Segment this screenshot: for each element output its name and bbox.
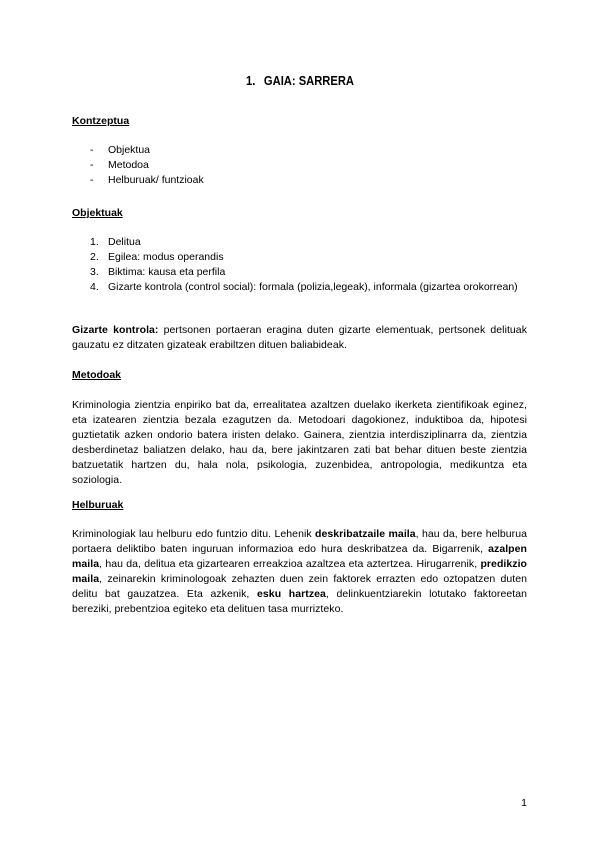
list-item — [72, 173, 527, 188]
list-item — [72, 250, 527, 265]
helburuak-bold-2: azalpen maila — [72, 543, 527, 570]
page-title — [42, 73, 558, 88]
helburuak-text-2: , hau da, bere helburua portaera deliktibo baten inguruan informazioa edo hura deskribatzea da. Bigarrenik, — [72, 528, 527, 555]
title-number: 1. — [245, 73, 256, 88]
list-item — [72, 235, 527, 250]
list-item — [72, 280, 527, 295]
heading-kontzeptua: Kontzeptua — [72, 115, 130, 127]
title-text: GAIA: SARRERA — [263, 73, 354, 88]
helburuak-text-1: Kriminologiak lau helburu edo funtzio ditu. Lehenik — [72, 528, 316, 540]
list-item-text: Biktima: kausa eta perfila — [108, 266, 226, 278]
list-marker: - — [90, 174, 94, 186]
list-item — [72, 143, 527, 158]
helburuak-bold-1: deskribatzaile maila — [315, 528, 416, 540]
metodoak-paragraph: Kriminologia zientzia enpiriko bat da, errealitatea azaltzen duelako ikerketa zientifikoak eginez, eta izatearen zientzia bezala ezagutzen da. Metodoari dagokionez, induktiboa da, hipotesi guztietatik azken ondorio batera iristen delako. Gainera, zientzia interdisziplinarra da, zientzia desberdinetaz baliatzen delako, hau da, bere jakintzaren zati bat behar dituen beste zientzia batzuetatik hartzen du, hala nola, psikologia, zuzenbidea, antropologia, medikuntza eta soziologia. — [72, 399, 527, 486]
list-marker: - — [90, 159, 94, 171]
list-item-text: Objektua — [108, 144, 151, 156]
objektuak-list — [72, 235, 527, 295]
kontzeptua-list — [72, 143, 527, 188]
list-item-text: Metodoa — [108, 159, 149, 171]
heading-objektuak: Objektuak — [72, 207, 123, 219]
helburuak-text-4: , zeinarekin kriminologoak zehazten duen zein faktorek errazten edo oztopatzen duten delitu bat gauzatzea. Eta azkenik, — [72, 573, 527, 600]
helburuak-text-5: , delinkuentziarekin lotutako faktoreetan bereziki, prebentzioa egiteko eta delituen tasa murrizteko. — [72, 588, 528, 615]
list-item-text: Helburuak/ funtzioak — [108, 174, 204, 186]
heading-metodoak: Metodoak — [72, 369, 122, 381]
heading-helburuak: Helburuak — [72, 499, 124, 511]
helburuak-paragraph — [72, 527, 527, 617]
list-item — [72, 158, 527, 173]
page-number: 1 — [521, 797, 527, 809]
list-item-text: Delitua — [108, 236, 141, 248]
helburuak-bold-3: predikzio maila — [72, 558, 527, 585]
list-marker: 3. — [90, 266, 99, 278]
list-item-text: Gizarte kontrola (control social): formala (polizia,legeak), informala (gizartea orokorrean) — [108, 281, 518, 293]
list-marker: 4. — [90, 281, 99, 293]
list-marker: 2. — [90, 251, 99, 263]
list-item — [72, 265, 527, 280]
list-marker: - — [90, 144, 94, 156]
list-item-text: Egilea: modus operandis — [108, 251, 224, 263]
list-marker: 1. — [90, 236, 99, 248]
helburuak-text-3: , hau da, delitua eta gizartearen erreakzioa azaltzea eta aztertzea. Hirugarrenik, — [99, 558, 481, 570]
helburuak-bold-4: esku hartzea — [257, 588, 326, 600]
definition-term: Gizarte kontrola: — [72, 324, 159, 336]
definition-text: pertsonen portaeran eragina duten gizarte elementuak, pertsonek delituak gauzatu ez ditzaten gizateak erabiltzen dituen baliabideak. — [72, 324, 527, 351]
definition-paragraph — [72, 323, 527, 353]
